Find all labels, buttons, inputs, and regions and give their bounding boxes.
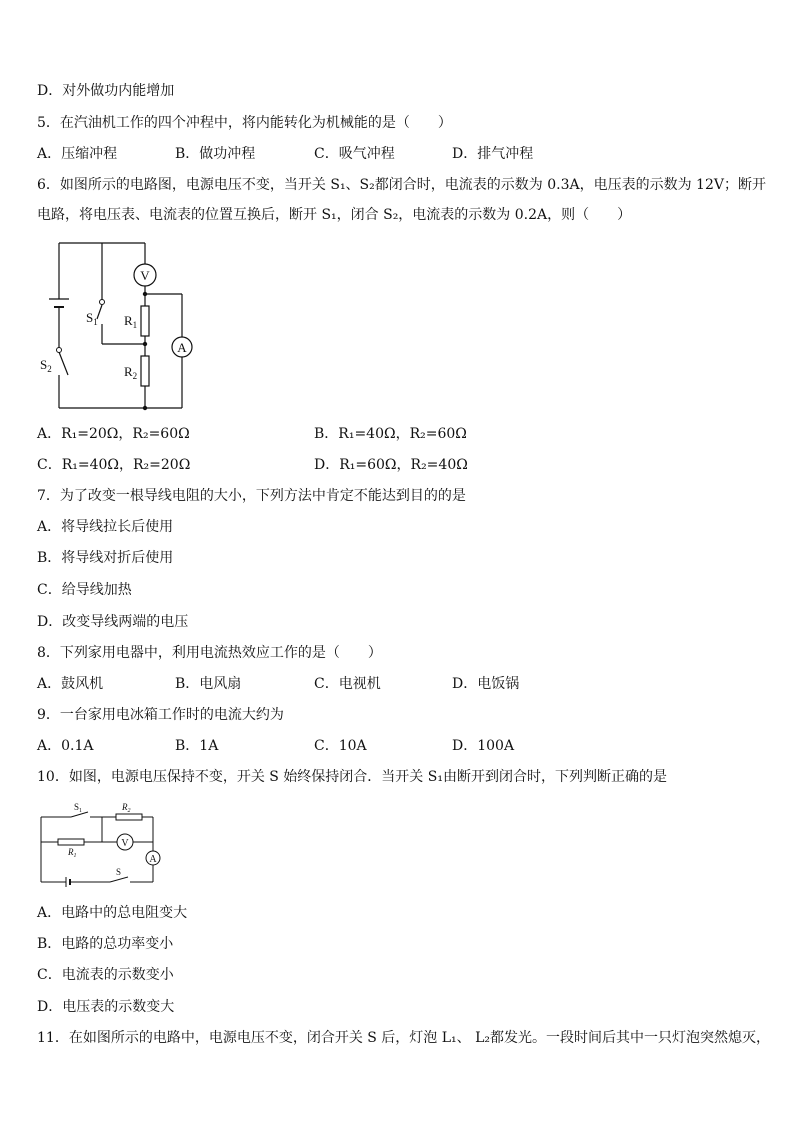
q7-stem: 7．为了改变一根导线电阻的大小，下列方法中肯定不能达到目的的是: [37, 488, 466, 504]
q10-stem: 10．如图，电源电压保持不变，开关 S 始终保持闭合．当开关 S₁由断开到闭合时，下列判断正确的是: [37, 769, 667, 785]
q8-option-a: A．鼓风机: [37, 676, 104, 692]
q5-option-d: D．排气冲程: [452, 146, 534, 162]
q10-r1-label: $R_1$: [68, 847, 77, 859]
q6-voltmeter-label: V: [140, 268, 150, 283]
q9-option-d: D．100A: [452, 738, 515, 754]
q8-option-b: B．电风扇: [175, 676, 242, 692]
q6-option-c: C．R₁=40Ω，R₂=20Ω: [37, 457, 191, 473]
q6-ammeter-label: A: [177, 340, 187, 355]
q6-s2-label: $S_2$: [40, 357, 52, 374]
q10-option-b: B．电路的总功率变小: [37, 936, 174, 952]
q6-option-a: A．R₁=20Ω，R₂=60Ω: [37, 426, 190, 442]
q5-option-b: B．做功冲程: [175, 146, 256, 162]
q7-option-b: B．将导线对折后使用: [37, 550, 174, 566]
q6-stem-line2: 电路，将电压表、电流表的位置互换后，断开 S₁，闭合 S₂，电流表的示数为 0.2A，则（ ）: [37, 207, 632, 223]
q10-option-d: D．电压表的示数变大: [37, 999, 175, 1015]
q11-stem: 11．在如图所示的电路中，电源电压不变，闭合开关 S 后，灯泡 L₁、 L₂都发光。一段时间后其中一只灯泡突然熄灭，: [37, 1030, 771, 1046]
q10-r2-label: $R_2$: [122, 802, 131, 814]
q10-voltmeter-label: V: [121, 838, 129, 849]
q9-option-b: B．1A: [175, 738, 219, 754]
q10-circuit-diagram: [36, 800, 166, 890]
q6-circuit-diagram: [35, 236, 195, 414]
q6-option-d: D．R₁=60Ω，R₂=40Ω: [314, 457, 468, 473]
q6-r1-label: $R_1$: [124, 313, 138, 330]
q8-option-c: C．电视机: [314, 676, 381, 692]
q6-stem-line1: 6．如图所示的电路图，电源电压不变，当开关 S₁、S₂都闭合时，电流表的示数为 0.3A，电压表的示数为 12V；断开: [37, 177, 766, 193]
q7-option-d: D．改变导线两端的电压: [37, 614, 189, 630]
q4-option-d: D．对外做功内能增加: [37, 83, 175, 99]
q9-option-a: A．0.1A: [37, 738, 94, 754]
q5-stem: 5．在汽油机工作的四个冲程中，将内能转化为机械能的是（ ）: [37, 115, 452, 131]
q8-stem: 8．下列家用电器中，利用电流热效应工作的是（ ）: [37, 645, 382, 661]
q8-option-d: D．电饭锅: [452, 676, 520, 692]
q9-option-c: C．10A: [314, 738, 367, 754]
q10-ammeter-label: A: [149, 854, 157, 865]
q5-option-c: C．吸气冲程: [314, 146, 395, 162]
q5-option-a: A．压缩冲程: [37, 146, 118, 162]
q10-s1-label: $S_1$: [74, 802, 83, 814]
q6-option-b: B．R₁=40Ω，R₂=60Ω: [314, 426, 467, 442]
q6-r2-label: $R_2$: [124, 364, 138, 381]
q9-stem: 9．一台家用电冰箱工作时的电流大约为: [37, 707, 284, 723]
q10-s-label: S: [116, 867, 122, 877]
q10-option-a: A．电路中的总电阻变大: [37, 905, 188, 921]
q6-s1-label: $S_1$: [86, 310, 98, 327]
q10-option-c: C．电流表的示数变小: [37, 967, 174, 983]
q7-option-a: A．将导线拉长后使用: [37, 519, 174, 535]
q7-option-c: C．给导线加热: [37, 582, 132, 598]
